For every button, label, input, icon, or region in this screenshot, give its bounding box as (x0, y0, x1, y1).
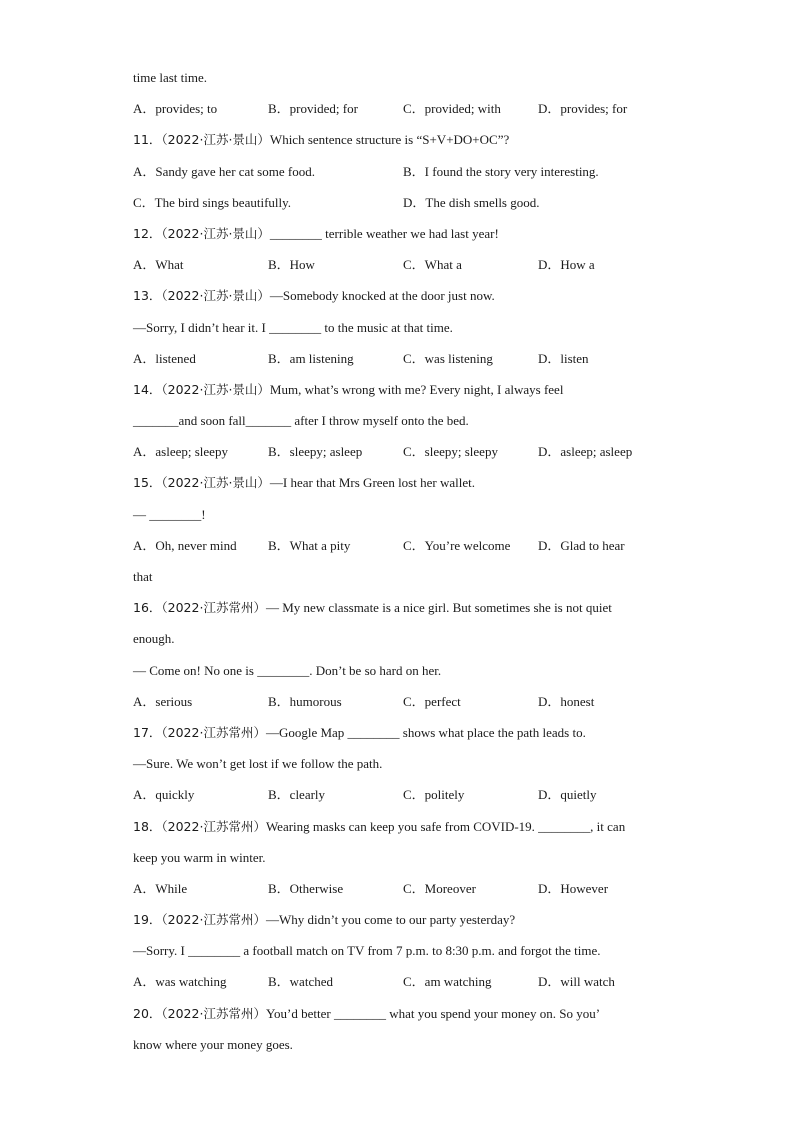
q18-option-d[interactable]: D．However (538, 880, 609, 896)
q16-options (133, 686, 673, 717)
q16-option-c[interactable]: C．perfect (403, 693, 461, 709)
q17-option-c[interactable]: C．politely (403, 787, 465, 803)
q15-source: 15．（2022·江苏·景山） (133, 475, 270, 491)
q20-line2: know where your money goes. (133, 1036, 293, 1052)
q19-option-a[interactable]: A．was watching (133, 974, 227, 990)
q16-option-a[interactable]: A．serious (133, 693, 193, 709)
q15-options (133, 530, 673, 561)
q14-options (133, 436, 673, 467)
q12-option-c[interactable]: C．What a (403, 257, 462, 273)
q14-text: Mum, what’s wrong with me? Every night, I always feel (269, 381, 564, 397)
q18-text: Wearing masks can keep you safe from COVID-19. ________, it can (265, 818, 626, 834)
q19-options (133, 966, 673, 997)
q17-source: 17．（2022·江苏常州） (133, 724, 266, 740)
q17-options (133, 779, 673, 810)
q11-option-d[interactable]: D．The dish smells good. (403, 194, 540, 210)
q19-option-d[interactable]: D．will watch (538, 974, 615, 990)
q17-option-d[interactable]: D．quietly (538, 787, 597, 803)
q13-line2: —Sorry, I didn’t hear it. I ________ to the music at that time. (133, 319, 453, 335)
q18-line2: keep you warm in winter. (133, 849, 266, 865)
q12-stem (133, 218, 673, 249)
q15-option-c[interactable]: C．You’re welcome (403, 537, 511, 553)
question-sheet (133, 62, 673, 1060)
q19-option-b[interactable]: B．watched (268, 974, 333, 990)
q16-option-d[interactable]: D．honest (538, 693, 595, 709)
q13-option-d[interactable]: D．listen (538, 350, 589, 366)
q12-source: 12．（2022·江苏·景山） (133, 225, 270, 241)
q13-options (133, 343, 673, 374)
q13-option-c[interactable]: C．was listening (403, 350, 493, 366)
q10-option-d[interactable]: D．provides; for (538, 101, 628, 117)
q11-option-c[interactable]: C．The bird sings beautifully. (133, 194, 292, 210)
q15-option-d[interactable]: D．Glad to hear (538, 537, 625, 553)
q17-option-a[interactable]: A．quickly (133, 787, 195, 803)
q15-stem (133, 467, 673, 498)
q19-stem (133, 904, 673, 935)
q15-line2: — ________! (133, 506, 206, 522)
q11-source: 11．（2022·江苏·景山） (133, 132, 270, 148)
q20-stem (133, 998, 673, 1029)
q14-option-d[interactable]: D．asleep; asleep (538, 444, 633, 460)
q13-text: —Somebody knocked at the door just now. (269, 288, 495, 304)
q11-text: Which sentence structure is “S+V+DO+OC”? (269, 132, 510, 148)
q19-text: —Why didn’t you come to our party yesterday? (265, 912, 516, 928)
q16-text: — My new classmate is a nice girl. But sometimes she is not quiet (265, 600, 612, 616)
q11-stem (133, 124, 673, 155)
q13-stem (133, 280, 673, 311)
q10-tail: time last time. (133, 70, 208, 85)
q11-options-row1 (133, 156, 673, 187)
q16-option-b[interactable]: B．humorous (268, 693, 342, 709)
q11-option-a[interactable]: A．Sandy gave her cat some food. (133, 163, 315, 179)
q11-option-b[interactable]: B．I found the story very interesting. (403, 163, 599, 179)
q12-option-b[interactable]: B．How (268, 257, 315, 273)
q18-option-b[interactable]: B．Otherwise (268, 880, 344, 896)
q10-option-a[interactable]: A．provides; to (133, 101, 218, 117)
q15-option-d-wrap: that (133, 569, 153, 584)
q10-option-b[interactable]: B．provided; for (268, 101, 358, 117)
q18-source: 18．（2022·江苏常州） (133, 818, 266, 834)
q17-line2: —Sure. We won’t get lost if we follow the path. (133, 756, 383, 772)
q12-option-d[interactable]: D．How a (538, 257, 595, 273)
q18-options (133, 873, 673, 904)
q16-source: 16．（2022·江苏常州） (133, 600, 266, 616)
q10-option-c[interactable]: C．provided; with (403, 101, 501, 117)
q17-option-b[interactable]: B．clearly (268, 787, 326, 803)
q14-option-a[interactable]: A．asleep; sleepy (133, 444, 228, 460)
q14-option-b[interactable]: B．sleepy; asleep (268, 444, 363, 460)
q15-text: —I hear that Mrs Green lost her wallet. (269, 475, 475, 491)
q15-option-b[interactable]: B．What a pity (268, 537, 351, 553)
q18-option-c[interactable]: C．Moreover (403, 880, 476, 896)
q10-options (133, 93, 673, 124)
q14-source: 14．（2022·江苏·景山） (133, 381, 270, 397)
q13-option-a[interactable]: A．listened (133, 350, 196, 366)
q13-option-b[interactable]: B．am listening (268, 350, 354, 366)
q17-stem (133, 717, 673, 748)
q14-option-c[interactable]: C．sleepy; sleepy (403, 444, 498, 460)
q18-stem (133, 811, 673, 842)
q19-source: 19．（2022·江苏常州） (133, 912, 266, 928)
q13-source: 13．（2022·江苏·景山） (133, 288, 270, 304)
q14-stem (133, 374, 673, 405)
q15-option-a[interactable]: A．Oh, never mind (133, 537, 237, 553)
q18-option-a[interactable]: A．While (133, 880, 188, 896)
q16-stem (133, 592, 673, 623)
q19-option-c[interactable]: C．am watching (403, 974, 492, 990)
q12-options (133, 249, 673, 280)
q16-line3: — Come on! No one is ________. Don’t be so hard on her. (133, 662, 442, 678)
q17-text: —Google Map ________ shows what place the path leads to. (265, 724, 586, 740)
q14-line2: _______and soon fall_______ after I throw myself onto the bed. (133, 413, 469, 429)
q12-option-a[interactable]: A．What (133, 257, 184, 273)
q16-line2: enough. (133, 631, 175, 647)
q20-source: 20．（2022·江苏常州） (133, 1005, 266, 1021)
q11-options-row2 (133, 187, 673, 218)
q12-text: ________ terrible weather we had last year! (269, 225, 499, 241)
q20-text: You’d better ________ what you spend your money on. So you’ (265, 1005, 601, 1021)
q19-line2: —Sorry. I ________ a football match on TV from 7 p.m. to 8:30 p.m. and forgot the time. (133, 943, 601, 959)
